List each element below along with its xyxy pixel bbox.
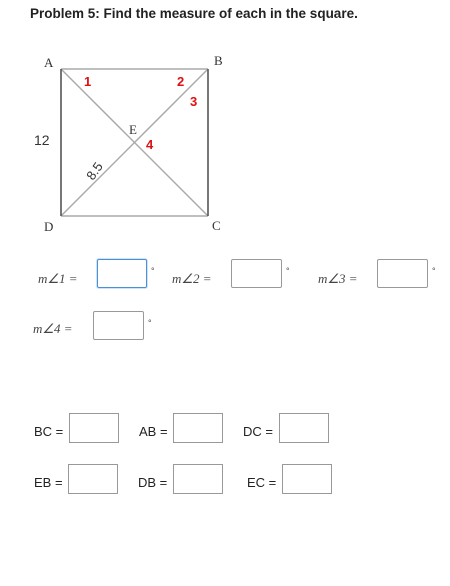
angle-3-degree: ° bbox=[432, 266, 436, 276]
segment-db-input[interactable] bbox=[173, 464, 223, 494]
diagonal-length-label: 8.5 bbox=[83, 159, 106, 183]
side-length-label: 12 bbox=[34, 132, 50, 148]
angle-1-input[interactable] bbox=[97, 259, 147, 288]
angle-1-label: m∠1 = bbox=[38, 271, 78, 286]
angle-2-label: m∠2 = bbox=[172, 271, 212, 286]
vertex-a-label: A bbox=[44, 55, 54, 70]
problem-title: Problem 5: Find the measure of each in the square. bbox=[30, 6, 358, 21]
angle-4-input[interactable] bbox=[93, 311, 144, 340]
angle-1-degree: ° bbox=[151, 266, 155, 276]
angle-4-degree: ° bbox=[148, 318, 152, 328]
angle-2-degree: ° bbox=[286, 266, 290, 276]
segment-ab-label: AB = bbox=[139, 424, 168, 439]
angle-4-label: m∠4 = bbox=[33, 321, 73, 336]
vertex-d-label: D bbox=[44, 219, 54, 234]
segment-eb-input[interactable] bbox=[68, 464, 118, 494]
segment-bc-label: BC = bbox=[34, 424, 64, 439]
segment-ec-input[interactable] bbox=[282, 464, 332, 494]
segment-dc-label: DC = bbox=[243, 424, 273, 439]
vertex-b-label: B bbox=[214, 53, 223, 68]
angle-3-input[interactable] bbox=[377, 259, 428, 288]
angle-3-marker: 3 bbox=[190, 94, 198, 109]
segment-db-label: DB = bbox=[138, 475, 168, 490]
angle-2-input[interactable] bbox=[231, 259, 282, 288]
segment-dc-input[interactable] bbox=[279, 413, 329, 443]
angle-1-marker: 1 bbox=[84, 74, 92, 89]
angle-2-marker: 2 bbox=[177, 74, 185, 89]
vertex-c-label: C bbox=[212, 218, 221, 233]
segment-ab-input[interactable] bbox=[173, 413, 223, 443]
vertex-e-label: E bbox=[129, 122, 137, 137]
segment-eb-label: EB = bbox=[34, 475, 63, 490]
angle-3-label: m∠3 = bbox=[318, 271, 358, 286]
angle-4-marker: 4 bbox=[146, 137, 154, 152]
segment-bc-input[interactable] bbox=[69, 413, 119, 443]
segment-ec-label: EC = bbox=[247, 475, 277, 490]
square-diagram bbox=[0, 0, 450, 240]
